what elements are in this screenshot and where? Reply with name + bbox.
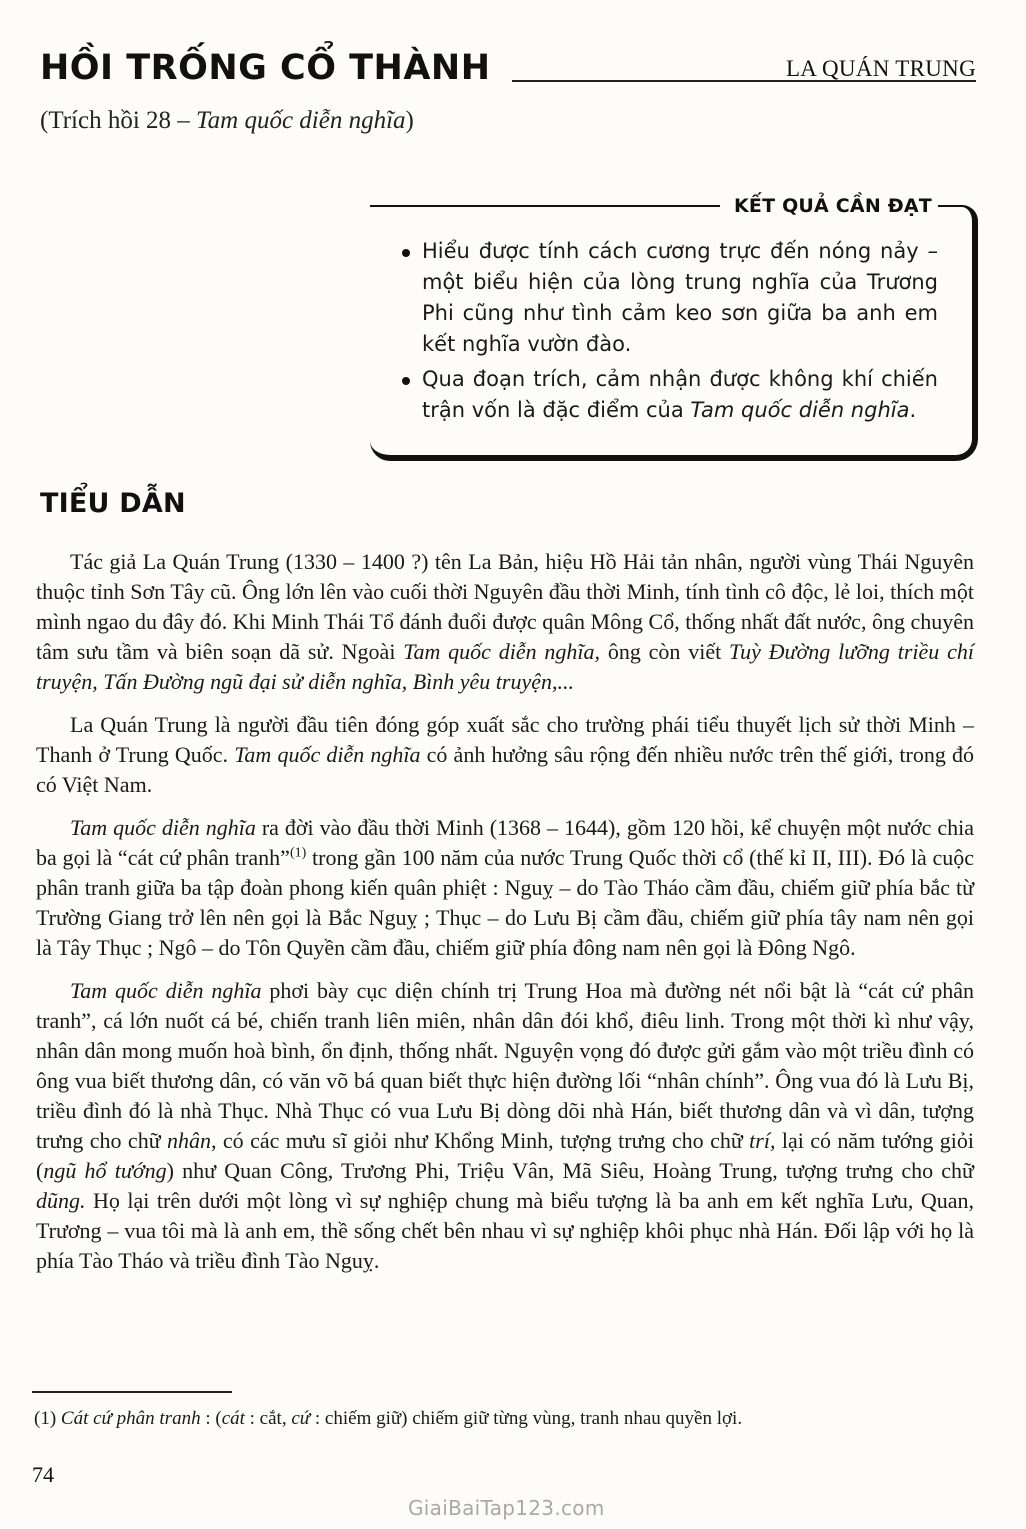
footnote-text-a: : ( [200,1408,222,1429]
footnote-cat: cát [221,1408,245,1429]
goals-list [398,236,938,430]
p4-dung: dũng. [36,1188,86,1213]
body-text [36,547,974,1289]
subtitle-suffix: ) [405,107,414,134]
p4-text-b: có các mưu sĩ giỏi như Khổng Minh, tượng trưng cho chữ [216,1128,750,1153]
footnote-term: Cát cứ phân tranh [60,1408,201,1429]
p3-text-a: ra đời vào đầu thời Minh (1368 – 1644), gồm 120 hồi, kể chuyện một nước chia ba gọi là “cát cứ phân tranh” [36,815,974,870]
lesson-subtitle [40,104,414,138]
goals-label: KẾT QUẢ CẦN ĐẠT [734,195,932,217]
p3-work: Tam quốc diễn nghĩa [70,815,256,840]
paragraph-4 [36,976,974,1276]
p4-text-d: ) như Quan Công, Trương Phi, Triệu Vân, Mã Siêu, Hoàng Trung, tượng trưng cho chữ [166,1158,974,1183]
goal-item-2-suffix: . [909,398,917,422]
footnote-text-b: : cắt, [244,1408,292,1429]
p1-text-a: Tác giả La Quán Trung (1330 – 1400 ?) tên La Bản, hiệu Hồ Hải tản nhân, người vùng Thái Nguyên thuộc tỉnh Sơn Tây cũ. Ông lớn lên vào cuối thời Nguyên đầu thời Minh, tính tình cô độc, lẻ loi, thích một mình ngao du đây đó. Khi Minh Thái Tổ đánh đuổi được quân Mông Cổ, thống nhất đất nước, ông chuyên tâm sưu tầm và biên soạn dã sử. Ngoài [36,549,974,664]
footnote-number: (1) [34,1408,61,1429]
p1-work-2: Tuỳ Đường lưỡng triều chí truyện, Tấn Đường ngũ đại sử diễn nghĩa, Bình yêu truyện,... [36,639,974,694]
footnote-text-c: : chiếm giữ) chiếm giữ từng vùng, tranh nhau quyền lợi. [310,1408,743,1429]
footnote-cu: cứ [291,1408,311,1429]
footnote [34,1405,974,1433]
p4-text-e: Họ lại trên dưới một lòng vì sự nghiệp chung mà biểu tượng là ba anh em kết nghĩa Lưu, Quan, Trương – vua tôi mà là anh em, thề sống chết bên nhau vì sự nghiệp khôi phục nhà Hán. Đối lập với họ là phía Tào Tháo và triều đình Tào Nguỵ. [36,1188,974,1273]
paragraph-3 [36,813,974,963]
watermark: GiaiBaiTap123.com [408,1496,605,1520]
subtitle-prefix: (Trích hồi 28 – [40,107,197,134]
lesson-title: HỒI TRỐNG CỔ THÀNH [40,48,491,88]
p2-work: Tam quốc diễn nghĩa [234,742,421,767]
p4-nhan: nhân, [167,1128,217,1153]
paragraph-1 [36,547,974,697]
goal-item-2-work: Tam quốc diễn nghĩa [690,398,910,422]
paragraph-2 [36,710,974,800]
p4-text-c: lại có năm tướng giỏi ( [36,1128,974,1183]
p4-text-a: phơi bày cục diện chính trị Trung Hoa mà đường nét nổi bật là “cát cứ phân tranh”, cá lớn nuốt cá bé, chiến tranh liên miên, nhân dân đói khổ, điêu linh. Trong một thời kì như vậy, nhân dân mong muốn hoà bình, ổn định, thống nhất. Nguyện vọng đó được gửi gắm vào một triều đình có ông vua biết thương dân, có văn võ bá quan biết thực hiện đường lối “nhân chính”. Ông vua đó là Lưu Bị, triều đình đó là nhà Thục. Nhà Thục có vua Lưu Bị dòng dõi nhà Hán, biết thương dân và vì dân, tượng trưng cho chữ [36,978,974,1153]
p1-work-1: Tam quốc diễn nghĩa, [403,639,601,664]
goal-item-2 [398,364,938,426]
footnote-ref[interactable]: (1) [289,845,307,861]
p4-ngu-ho-tuong: ngũ hổ tướng [43,1158,167,1183]
p2-text-a: La Quán Trung là người đầu tiên đóng góp xuất sắc cho trường phái tiểu thuyết lịch sử thời Minh – Thanh ở Trung Quốc. [36,712,974,767]
goal-item-2-prefix: Qua đoạn trích, cảm nhận được không khí chiến trận vốn là đặc điểm của [422,367,938,422]
section-heading: TIỂU DẪN [40,488,186,519]
p4-tri: trí, [749,1128,776,1153]
page-number: 74 [32,1462,54,1487]
author-name: LA QUÁN TRUNG [785,56,976,81]
footnote-rule [32,1391,232,1393]
p4-work: Tam quốc diễn nghĩa [70,978,262,1003]
goal-item-1: Hiểu được tính cách cương trực đến nóng nảy – một biểu hiện của lòng trung nghĩa của Trương Phi cũng như tình cảm keo sơn giữa ba anh em kết nghĩa vườn đào. [398,236,938,360]
p1-text-b: ông còn viết [600,639,730,664]
p3-text-b: trong gần 100 năm của nước Trung Quốc thời cổ (thế kỉ II, III). Đó là cuộc phân tranh giữa ba tập đoàn phong kiến quân phiệt : Nguỵ – do Tào Tháo cầm đầu, chiếm giữ phía bắc từ Trường Giang trở lên nên gọi là Bắc Nguỵ ; Thục – do Lưu Bị cầm đầu, chiếm giữ phía tây nam nên gọi là Tây Thục ; Ngô – do Tôn Quyền cầm đầu, chiếm giữ phía đông nam nên gọi là Đông Ngô. [36,845,974,960]
p2-text-b: có ảnh hưởng sâu rộng đến nhiều nước trên thế giới, trong đó có Việt Nam. [36,742,974,797]
subtitle-work-title: Tam quốc diễn nghĩa [196,107,406,134]
